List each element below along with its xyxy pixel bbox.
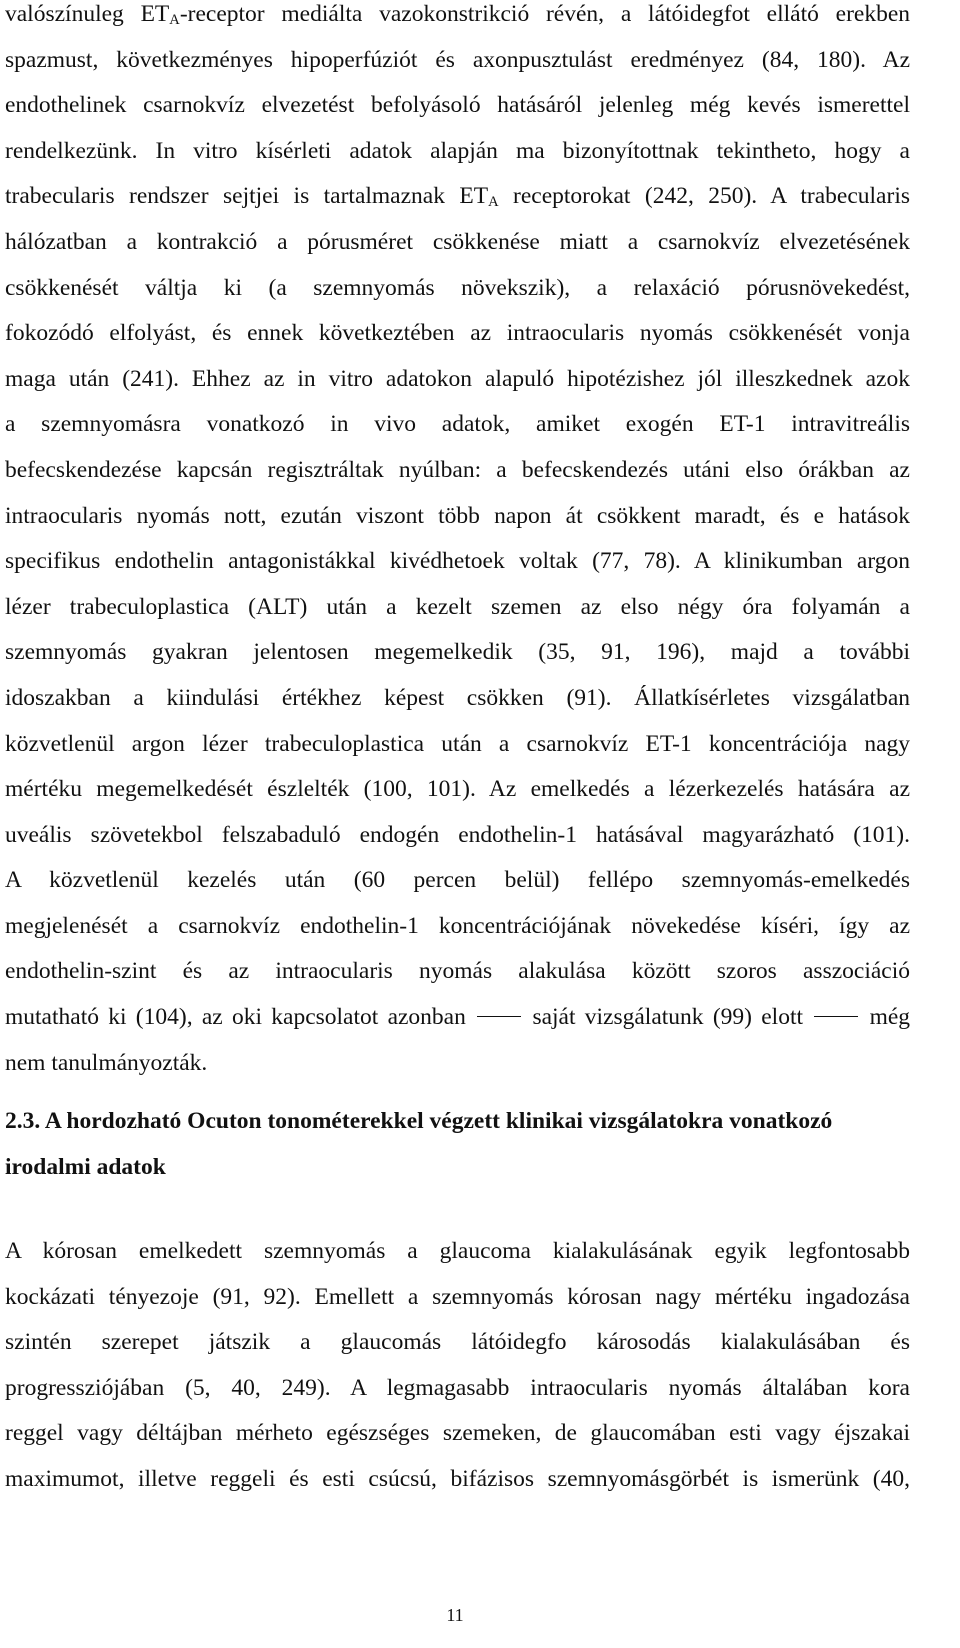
body-paragraph-glaucoma [5,1229,910,1503]
page-number: 11 [446,1605,464,1625]
subscript: A [488,194,499,211]
section-title: A hordozható Ocuton tonométerekkel végzett klinikai vizsgálatokra vonatkozó [44,1108,833,1134]
text-line: kockázati tényezoje (91, 92). Emellett a szemnyomás kórosan nagy mértéku ingadozása [5,1283,910,1310]
text-line: idoszakban a kiindulási értékhez képest csökken (91). Állatkísérletes vizsgálatban [5,684,910,711]
text-line: hálózatban a kontrakció a pórusméret csökkenése miatt a csarnokvíz elvezetésének [5,228,910,255]
text-span: valószínuleg ET [5,1,170,27]
heading-line: irodalmi adatok [5,1153,166,1180]
heading-line [5,1099,910,1145]
section-heading [5,1099,910,1190]
text-line: megjelenését a csarnokvíz endothelin-1 koncentrációjának növekedése kíséri, így az [5,912,910,939]
text-line: a szemnyomásra vonatkozó in vivo adatok, amiket exogén ET-1 intravitreális [5,411,910,438]
body-paragraph-endothelin [5,0,910,1086]
text-span: receptorokat (242, 250). A trabecularis [498,183,910,210]
text-line: szintén szerepet játszik a glaucomás látóidegfo károsodás kialakulásában és [5,1329,910,1356]
text-line: reggel vagy déltájban mérheto egészséges szemeken, de glaucomában esti vagy éjszakai [5,1420,910,1447]
text-line: fokozódó elfolyást, és ennek következtében az intraocularis nyomás csökkenését vonja [5,320,910,347]
text-line: endothelinek csarnokvíz elvezetést befolyásoló hatásáról jelenleg még kevés ismerettel [5,92,910,119]
text-span: -receptor mediálta vazokonstrikció révén, a látóidegfot ellátó erekben [179,1,910,27]
text-line: közvetlenül argon lézer trabeculoplastica után a csarnokvíz ET-1 koncentrációja nagy [5,730,910,757]
text-line: uveális szövetekbol felszabaduló endogén endothelin-1 hatásával magyarázható (101). [5,821,910,848]
text-line: nem tanulmányozták. [5,1049,208,1076]
text-line [5,995,910,1041]
text-span: még [869,1004,911,1031]
text-line: A kórosan emelkedett szemnyomás a glaucoma kialakulásának egyik legfontosabb [5,1238,910,1264]
text-line: intraocularis nyomás nott, ezután viszont több napon át csökkent maradt, és e hatások [5,502,910,529]
text-line: szemnyomás gyakran jelentosen megemelkedik (35, 91, 196), majd a további [5,639,910,666]
em-dash [814,1016,858,1017]
text-line: progressziójában (5, 40, 249). A legmagasabb intraocularis nyomás általában kora [5,1374,910,1401]
em-dash [477,1016,521,1017]
text-span: trabecularis rendszer sejtjei is tartalmaznak ET [5,183,489,210]
subscript: A [169,11,180,28]
text-line: mértéku megemelkedését észlelték (100, 101). Az emelkedés a lézerkezelés hatására az [5,776,910,803]
text-line: rendelkezünk. In vitro kísérleti adatok alapján ma bizonyítottnak tekintheto, hogy a [5,137,910,164]
text-line: befecskendezése kapcsán regisztráltak nyúlban: a befecskendezés utáni elso órákban az [5,456,910,483]
text-line: endothelin-szint és az intraocularis nyomás alakulása között szoros asszociáció [5,958,910,985]
text-line: specifikus endothelin antagonistákkal kivédhetoek voltak (77, 78). A klinikumban argon [5,548,910,575]
text-line [5,0,910,38]
text-line [5,174,910,220]
text-line: maga után (241). Ehhez az in vitro adatokon alapuló hipotézishez jól illeszkednek azok [5,365,910,392]
text-line: maximumot, illetve reggeli és esti csúcsú, bifázisos szemnyomásgörbét is ismerünk (40, [5,1465,910,1492]
text-line: spazmust, következményes hipoperfúziót és axonpusztulást eredményez (84, 180). Az [5,46,910,73]
text-line: lézer trabeculoplastica (ALT) után a kezelt szemen az elso négy óra folyamán a [5,593,910,620]
text-line: csökkenését váltja ki (a szemnyomás növekszik), a relaxáció pórusnövekedést, [5,274,910,301]
text-span: saját vizsgálatunk (99) elott [532,1004,804,1031]
section-number: 2.3. [5,1108,41,1134]
text-span: mutatható ki (104), az oki kapcsolatot azonban [5,1004,466,1031]
text-line: A közvetlenül kezelés után (60 percen belül) fellépo szemnyomás-emelkedés [5,867,910,894]
